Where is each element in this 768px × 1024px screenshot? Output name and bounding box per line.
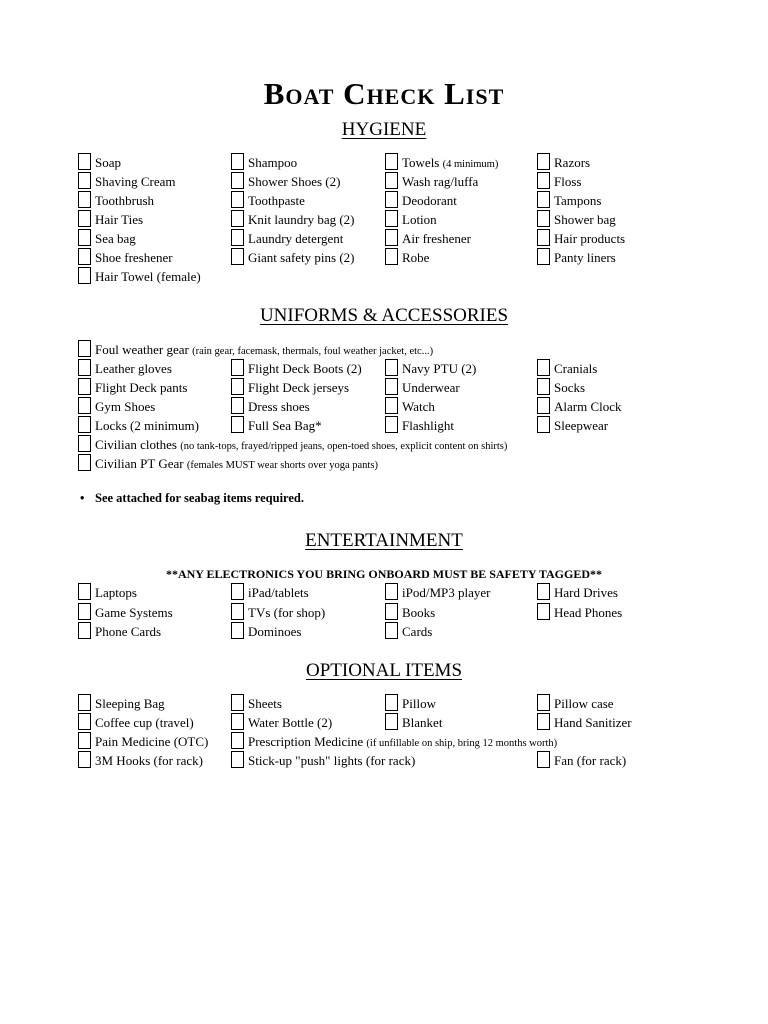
- uniforms-row: [0, 340, 768, 359]
- checklist-item-label: [402, 622, 432, 641]
- item-text: Cards: [402, 624, 433, 639]
- checkbox[interactable]: [385, 416, 398, 433]
- checkbox[interactable]: [385, 694, 398, 711]
- checkbox[interactable]: [537, 583, 550, 600]
- checkbox[interactable]: [231, 583, 244, 600]
- checklist-item-label: [95, 454, 378, 475]
- checkbox[interactable]: [537, 172, 550, 189]
- checklist-item-label: [95, 583, 137, 602]
- checkbox[interactable]: [78, 454, 91, 471]
- item-text: Pain Medicine (OTC): [95, 734, 209, 749]
- item-text: Shaving Cream: [95, 174, 176, 189]
- checkbox[interactable]: [385, 191, 398, 208]
- checkbox[interactable]: [78, 694, 91, 711]
- checkbox[interactable]: [537, 416, 550, 433]
- checkbox[interactable]: [537, 248, 550, 265]
- checkbox[interactable]: [78, 713, 91, 730]
- checkbox[interactable]: [231, 622, 244, 639]
- checkbox[interactable]: [385, 622, 398, 639]
- uniforms-row: [0, 397, 768, 416]
- checklist-item-label: [248, 172, 340, 191]
- item-text: Air freshener: [402, 231, 471, 246]
- checklist-item-label: [95, 732, 208, 751]
- checkbox[interactable]: [231, 153, 244, 170]
- checkbox[interactable]: [385, 229, 398, 246]
- checklist-item-label: [95, 622, 161, 641]
- hygiene-row: [0, 191, 768, 210]
- checkbox[interactable]: [537, 210, 550, 227]
- item-text: Fan (for rack): [554, 753, 627, 768]
- checkbox[interactable]: [537, 397, 550, 414]
- checkbox[interactable]: [231, 713, 244, 730]
- entertainment-row: [0, 583, 768, 602]
- checkbox[interactable]: [537, 603, 550, 620]
- checkbox[interactable]: [231, 694, 244, 711]
- checkbox[interactable]: [78, 340, 91, 357]
- checklist-item-label: [554, 583, 618, 602]
- item-text: TVs (for shop): [248, 604, 326, 620]
- checkbox[interactable]: [385, 397, 398, 414]
- checklist-item-label: [95, 191, 154, 210]
- item-text: Floss: [554, 174, 582, 189]
- item-text: Sea bag: [95, 231, 136, 246]
- checkbox[interactable]: [231, 359, 244, 376]
- checklist-item-label: [402, 694, 436, 713]
- hygiene-row: [0, 248, 768, 267]
- checklist-item-label: [402, 397, 435, 416]
- checkbox[interactable]: [231, 751, 244, 768]
- checkbox[interactable]: [385, 172, 398, 189]
- item-text: Foul weather gear: [95, 342, 189, 357]
- checkbox[interactable]: [78, 751, 91, 768]
- checklist-item-label: [95, 603, 173, 622]
- item-text: Panty liners: [554, 250, 616, 265]
- checklist-item-label: [95, 397, 155, 416]
- item-text: Pillow case: [554, 696, 614, 711]
- section-heading-entertainment: ENTERTAINMENT: [305, 530, 463, 551]
- item-text: Sheets: [248, 696, 282, 711]
- checklist-item-label: [402, 210, 437, 229]
- checkbox[interactable]: [78, 267, 91, 284]
- item-text: Gym Shoes: [95, 399, 156, 414]
- checklist-item-label: [248, 397, 310, 416]
- checklist-item-label: [554, 416, 608, 435]
- checkbox[interactable]: [78, 397, 91, 414]
- item-text: Locks (2 minimum): [95, 418, 199, 433]
- item-text: Toothpaste: [248, 193, 305, 208]
- checklist-item-label: [402, 713, 442, 732]
- checklist-item-label: [248, 694, 282, 713]
- checkbox[interactable]: [537, 713, 550, 730]
- checkbox[interactable]: [78, 191, 91, 208]
- checklist-item-label: [95, 153, 121, 172]
- item-text: Towels: [402, 155, 440, 170]
- item-note: (rain gear, facemask, thermals, foul weather jacket, etc...): [192, 346, 434, 357]
- checkbox[interactable]: [231, 603, 244, 620]
- checklist-item-label: [402, 416, 454, 435]
- item-text: iPad/tablets: [248, 585, 309, 600]
- item-text: Blanket: [402, 715, 443, 730]
- checklist-item-label: [554, 229, 625, 248]
- item-text: Hair products: [554, 231, 626, 246]
- checkbox[interactable]: [231, 732, 244, 749]
- checklist-item-label: [95, 435, 507, 456]
- item-text: Hard Drives: [554, 585, 618, 600]
- item-text: Socks: [554, 380, 586, 395]
- checklist-item-label: [95, 248, 173, 267]
- hygiene-row: [0, 153, 768, 172]
- item-text: Lotion: [402, 212, 437, 227]
- item-text: iPod/MP3 player: [402, 585, 491, 600]
- item-text: Watch: [402, 399, 435, 414]
- item-text: Sleepwear: [554, 418, 609, 433]
- optional-row: [0, 694, 768, 713]
- section-heading-optional: OPTIONAL ITEMS: [305, 660, 463, 681]
- checkbox[interactable]: [537, 751, 550, 768]
- checklist-item-label: [95, 229, 136, 248]
- checklist-item-label: [95, 713, 194, 732]
- checkbox[interactable]: [231, 378, 244, 395]
- item-text: Knit laundry bag (2): [248, 212, 355, 227]
- checklist-item-label: [248, 359, 362, 378]
- checklist-item-label: [402, 583, 490, 602]
- checklist-item-label: [95, 416, 199, 435]
- item-text: Wash rag/luffa: [402, 174, 479, 189]
- optional-row: [0, 713, 768, 732]
- uniforms-row: [0, 359, 768, 378]
- checklist-item-label: [95, 694, 165, 713]
- optional-row: [0, 732, 768, 751]
- checkbox[interactable]: [385, 153, 398, 170]
- item-text: Hand Sanitizer: [554, 715, 632, 730]
- item-text: Underwear: [402, 380, 460, 395]
- checkbox[interactable]: [78, 153, 91, 170]
- checkbox[interactable]: [231, 416, 244, 433]
- checkbox[interactable]: [537, 153, 550, 170]
- item-text: Toothbrush: [95, 193, 155, 208]
- item-text: Robe: [402, 250, 430, 265]
- item-text: Shoe freshener: [95, 250, 173, 265]
- checklist-item-label: [402, 248, 429, 267]
- checkbox[interactable]: [78, 172, 91, 189]
- checkbox[interactable]: [78, 603, 91, 620]
- checklist-item-label: [95, 267, 201, 286]
- checklist-item-label: [248, 248, 355, 267]
- item-note: (females MUST wear shorts over yoga pants): [186, 460, 378, 471]
- checklist-item-label: [402, 359, 476, 378]
- checklist-item-label: [402, 378, 460, 397]
- checkbox[interactable]: [537, 229, 550, 246]
- checkbox[interactable]: [385, 359, 398, 376]
- item-text: Pillow: [402, 696, 436, 711]
- item-note: (no tank-tops, frayed/ripped jeans, open-toed shoes, explicit content on shirts): [180, 441, 508, 452]
- uniforms-row: [0, 378, 768, 397]
- checkbox[interactable]: [78, 622, 91, 639]
- checkbox[interactable]: [78, 416, 91, 433]
- item-text: 3M Hooks (for rack): [95, 753, 203, 768]
- checklist-item-label: [248, 416, 322, 435]
- checklist-item-label: [248, 378, 349, 397]
- checklist-item-label: [95, 210, 143, 229]
- checkbox[interactable]: [78, 248, 91, 265]
- hygiene-row: [0, 210, 768, 229]
- checkbox[interactable]: [78, 359, 91, 376]
- checklist-item-label: [95, 359, 172, 378]
- item-text: Game Systems: [95, 604, 173, 620]
- footnote: [80, 491, 304, 506]
- checkbox[interactable]: [385, 583, 398, 600]
- checklist-item-label: [554, 694, 614, 713]
- hygiene-row: [0, 267, 768, 286]
- checklist-item-label: [554, 359, 597, 378]
- checklist-item-label: [248, 751, 415, 770]
- checkbox[interactable]: [78, 210, 91, 227]
- checkbox[interactable]: [537, 359, 550, 376]
- item-text: Razors: [554, 155, 591, 170]
- footnote-star: •: [80, 491, 85, 505]
- item-text: Deodorant: [402, 193, 457, 208]
- checklist-item-label: [248, 191, 305, 210]
- checklist-item-label: [248, 153, 297, 172]
- item-text: Civilian PT Gear: [95, 456, 184, 471]
- checkbox[interactable]: [385, 603, 398, 620]
- item-text: Prescription Medicine: [248, 734, 364, 749]
- checklist-item-label: [554, 210, 616, 229]
- checklist-item-label: [248, 603, 325, 622]
- item-text: Sleeping Bag: [95, 696, 165, 711]
- checkbox[interactable]: [231, 397, 244, 414]
- item-text: Flight Deck Boots (2): [248, 361, 362, 376]
- item-text: Civilian clothes: [95, 437, 177, 452]
- checklist-item-label: [554, 153, 590, 172]
- checklist-item-label: [95, 340, 433, 361]
- checklist-item-label: [554, 378, 585, 397]
- item-text: Books: [402, 604, 436, 620]
- item-text: Flight Deck pants: [95, 380, 188, 395]
- checklist-item-label: [248, 622, 301, 641]
- uniforms-row: [0, 435, 768, 454]
- checklist-item-label: [402, 191, 457, 210]
- item-note: (4 minimum): [442, 159, 499, 170]
- checklist-item-label: [554, 751, 626, 770]
- checklist-item-label: [95, 378, 187, 397]
- checklist-item-label: [402, 229, 471, 248]
- checkbox[interactable]: [537, 694, 550, 711]
- item-text: Water Bottle (2): [248, 715, 333, 730]
- item-text: Leather gloves: [95, 361, 172, 376]
- checklist-item-label: [554, 397, 622, 416]
- item-text: Flashlight: [402, 418, 455, 433]
- checklist-item-label: [248, 732, 557, 753]
- item-text: Full Sea Bag*: [248, 418, 322, 433]
- item-text: Shower bag: [554, 212, 616, 227]
- checkbox[interactable]: [385, 378, 398, 395]
- checkbox[interactable]: [231, 191, 244, 208]
- item-text: Dominoes: [248, 624, 302, 639]
- item-text: Phone Cards: [95, 624, 162, 639]
- checklist-item-label: [248, 229, 343, 248]
- checklist-item-label: [554, 713, 632, 732]
- checkbox[interactable]: [385, 713, 398, 730]
- item-text: Navy PTU (2): [402, 361, 477, 376]
- item-text: Cranials: [554, 361, 598, 376]
- checklist-item-label: [554, 603, 622, 622]
- item-text: Alarm Clock: [554, 399, 622, 414]
- checklist-item-label: [402, 603, 435, 622]
- item-text: Head Phones: [554, 604, 623, 620]
- checkbox[interactable]: [231, 248, 244, 265]
- item-text: Giant safety pins (2): [248, 250, 355, 265]
- checklist-item-label: [402, 172, 478, 191]
- item-note: (if unfillable on ship, bring 12 months worth): [366, 738, 558, 749]
- item-text: Hair Ties: [95, 212, 144, 227]
- item-text: Dress shoes: [248, 399, 310, 414]
- checkbox[interactable]: [537, 191, 550, 208]
- entertainment-row: [0, 622, 768, 641]
- hygiene-row: [0, 229, 768, 248]
- page-title: Boat Check List: [263, 76, 505, 111]
- hygiene-row: [0, 172, 768, 191]
- checkbox[interactable]: [78, 435, 91, 452]
- item-text: Laundry detergent: [248, 231, 344, 246]
- checklist-item-label: [402, 153, 498, 174]
- electronics-warning: **ANY ELECTRONICS YOU BRING ONBOARD MUST BE SAFETY TAGGED**: [165, 567, 603, 581]
- item-text: Flight Deck jerseys: [248, 380, 350, 395]
- checkbox[interactable]: [231, 229, 244, 246]
- checkbox[interactable]: [537, 378, 550, 395]
- checklist-item-label: [248, 713, 332, 732]
- item-text: Shampoo: [248, 155, 298, 170]
- checkbox[interactable]: [78, 732, 91, 749]
- checkbox[interactable]: [231, 210, 244, 227]
- uniforms-row: [0, 416, 768, 435]
- entertainment-row: [0, 603, 768, 622]
- item-text: Stick-up "push" lights (for rack): [248, 753, 416, 768]
- item-text: Tampons: [554, 193, 602, 208]
- optional-row: [0, 751, 768, 770]
- checkbox[interactable]: [78, 229, 91, 246]
- checkbox[interactable]: [385, 248, 398, 265]
- item-text: Soap: [95, 155, 121, 170]
- checklist-item-label: [248, 583, 309, 602]
- section-heading-uniforms: UNIFORMS & ACCESSORIES: [259, 305, 509, 326]
- checkbox[interactable]: [231, 172, 244, 189]
- item-text: Laptops: [95, 585, 137, 600]
- item-text: Coffee cup (travel): [95, 715, 194, 730]
- checklist-item-label: [95, 172, 176, 191]
- checklist-item-label: [554, 248, 616, 267]
- checklist-item-label: [95, 751, 203, 770]
- uniforms-row: [0, 454, 768, 473]
- checklist-item-label: [554, 191, 601, 210]
- checklist-item-label: [554, 172, 581, 191]
- checkbox[interactable]: [78, 378, 91, 395]
- footnote-text: See attached for seabag items required.: [95, 491, 305, 505]
- section-heading-hygiene: HYGIENE: [341, 119, 427, 140]
- item-text: Shower Shoes (2): [248, 174, 341, 189]
- checkbox[interactable]: [385, 210, 398, 227]
- item-text: Hair Towel (female): [95, 269, 201, 284]
- checklist-item-label: [248, 210, 355, 229]
- checkbox[interactable]: [78, 583, 91, 600]
